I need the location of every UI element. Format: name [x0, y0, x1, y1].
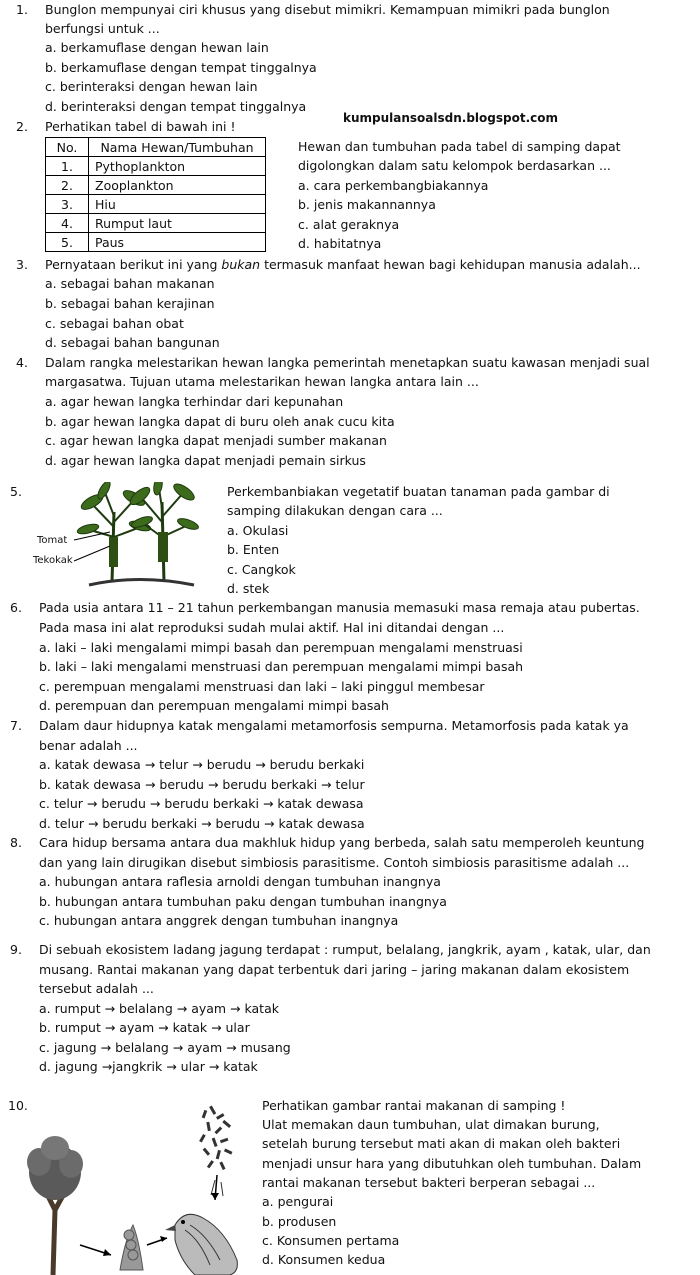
table-row [46, 214, 266, 233]
question-text: Di sebuah ekosistem ladang jagung terdapat : rumput, belalang, jangkrik, ayam , katak, ular, dan [39, 942, 651, 957]
label-tomat: Tomat [37, 535, 68, 546]
question-text: benar adalah ... [39, 738, 138, 753]
answer-option: d. berinteraksi dengan tempat tinggalnya [45, 99, 307, 114]
question-text: Cara hidup bersama antara dua makhluk hidup yang berbeda, salah satu memperoleh keuntung [39, 835, 645, 850]
table-cell: 5. [46, 233, 89, 252]
answer-option: a. berkamuflase dengan hewan lain [45, 40, 269, 55]
answer-option: d. perempuan dan perempuan mengalami mimpi basah [39, 698, 389, 713]
table-row [46, 233, 266, 252]
answer-option: c. Konsumen pertama [262, 1233, 400, 1248]
question-text: tersebut adalah ... [39, 981, 154, 996]
answer-option: c. berinteraksi dengan hewan lain [45, 79, 258, 94]
answer-option: a. Okulasi [227, 523, 289, 538]
answer-option: b. Enten [227, 542, 280, 557]
question-text: musang. Rantai makanan yang dapat terbentuk dari jaring – jaring makanan dalam ekosistem [39, 962, 630, 977]
question-number: 2. [16, 119, 28, 134]
arrow-head [103, 1249, 111, 1256]
text-span: Pernyataan berikut ini yang [45, 257, 222, 272]
question-text: margasatwa. Tujuan utama melestarikan hewan langka antara lain ... [45, 374, 479, 389]
table-cell: Pythoplankton [89, 157, 266, 176]
question-text: Ulat memakan daun tumbuhan, ulat dimakan burung, [262, 1117, 600, 1132]
table-cell: 2. [46, 176, 89, 195]
food-chain-illustration [25, 1100, 260, 1275]
question-text: setelah burung tersebut mati akan di makan oleh bakteri [262, 1136, 621, 1151]
question-number: 5. [10, 484, 22, 499]
answer-option: d. sebagai bahan bangunan [45, 335, 220, 350]
question-number: 1. [16, 2, 28, 17]
answer-option: a. katak dewasa → telur → berudu → berudu berkaki [39, 757, 365, 772]
question-number: 6. [10, 600, 22, 615]
answer-option: b. produsen [262, 1214, 337, 1229]
answer-option: c. Cangkok [227, 562, 296, 577]
watermark: kumpulansoalsdn.blogspot.com [343, 111, 559, 125]
table-row [46, 176, 266, 195]
answer-option: a. sebagai bahan makanan [45, 276, 215, 291]
answer-option: c. agar hewan langka dapat menjadi sumber makanan [45, 433, 387, 448]
text-span: bukan [221, 257, 261, 272]
question-text [45, 257, 641, 272]
question-text: Pada masa ini alat reproduksi sudah mulai aktif. Hal ini ditandai dengan ... [39, 620, 505, 635]
question-number: 9. [10, 942, 22, 957]
table-row [46, 195, 266, 214]
answer-option: a. agar hewan langka terhindar dari kepunahan [45, 394, 344, 409]
answer-option: b. berkamuflase dengan tempat tinggalnya [45, 60, 317, 75]
answer-option: a. rumput → belalang → ayam → katak [39, 1001, 279, 1016]
text-span: termasuk manfaat hewan bagi kehidupan manusia adalah... [260, 257, 641, 272]
question-text: Perhatikan tabel di bawah ini ! [45, 119, 236, 134]
answer-option: d. stek [227, 581, 270, 596]
answer-option: b. agar hewan langka dapat di buru oleh anak cucu kita [45, 414, 395, 429]
question-text: rantai makanan tersebut bakteri berperan sebagai ... [262, 1175, 596, 1190]
question-text: Dalam rangka melestarikan hewan langka pemerintah menetapkan suatu kawasan menjadi sual [45, 355, 650, 370]
table-header: No. [46, 138, 89, 157]
tree-icon [27, 1136, 83, 1275]
answer-option: a. hubungan antara raflesia arnoldi dengan tumbuhan inangnya [39, 874, 441, 889]
table-row [46, 157, 266, 176]
answer-option: b. jenis makannannya [298, 197, 436, 212]
answer-option: c. alat geraknya [298, 217, 400, 232]
table-cell: Hiu [89, 195, 266, 214]
answer-option: a. pengurai [262, 1194, 334, 1209]
answer-option: c. hubungan antara anggrek dengan tumbuhan inangnya [39, 913, 399, 928]
caterpillar-icon [120, 1225, 143, 1270]
answer-option: c. jagung → belalang → ayam → musang [39, 1040, 291, 1055]
question-text: Perhatikan gambar rantai makanan di samping ! [262, 1098, 566, 1113]
question-number: 10. [8, 1098, 28, 1113]
table-cell: Zooplankton [89, 176, 266, 195]
graft-joint [109, 537, 118, 567]
table-cell: 1. [46, 157, 89, 176]
bacteria-icon [199, 1106, 232, 1171]
answer-option: d. Konsumen kedua [262, 1252, 386, 1267]
question-text: Hewan dan tumbuhan pada tabel di samping dapat [298, 139, 621, 154]
question-number: 3. [16, 257, 28, 272]
answer-option: a. laki – laki mengalami mimpi basah dan perempuan mengalami menstruasi [39, 640, 523, 655]
table-cell: Paus [89, 233, 266, 252]
question-number: 7. [10, 718, 22, 733]
question-text: menjadi unsur hara yang dibutuhkan oleh tumbuhan. Dalam [262, 1156, 642, 1171]
question-text: dan yang lain dirugikan disebut simbiosis parasitisme. Contoh simbiosis parasitisme adalah ... [39, 855, 630, 870]
table-cell: Rumput laut [89, 214, 266, 233]
question-number: 4. [16, 355, 28, 370]
answer-option: a. cara perkembangbiakannya [298, 178, 489, 193]
bird-icon [165, 1180, 237, 1275]
question-text: berfungsi untuk ... [45, 21, 160, 36]
graft-joint [158, 532, 168, 562]
answer-option: b. hubungan antara tumbuhan paku dengan tumbuhan inangnya [39, 894, 447, 909]
arrow-head [211, 1193, 219, 1200]
answer-option: c. sebagai bahan obat [45, 316, 184, 331]
table-cell: 3. [46, 195, 89, 214]
answer-option: b. rumput → ayam → katak → ular [39, 1020, 250, 1035]
soil-line [89, 580, 194, 586]
answer-option: b. sebagai bahan kerajinan [45, 296, 215, 311]
question-text: Bunglon mempunyai ciri khusus yang disebut mimikri. Kemampuan mimikri pada bunglon [45, 2, 610, 17]
answer-option: b. laki – laki mengalami menstruasi dan perempuan mengalami mimpi basah [39, 659, 524, 674]
answer-option: d. habitatnya [298, 236, 382, 251]
question-text: digolongkan dalam satu kelompok berdasarkan ... [298, 158, 611, 173]
table-cell: 4. [46, 214, 89, 233]
animal-table [45, 137, 266, 252]
pointer-line [74, 546, 110, 561]
answer-option: d. jagung →jangkrik → ular → katak [39, 1059, 258, 1074]
question-number: 8. [10, 835, 22, 850]
question-text: Dalam daur hidupnya katak mengalami metamorfosis sempurna. Metamorfosis pada katak ya [39, 718, 629, 733]
answer-option: d. agar hewan langka dapat menjadi pemain sirkus [45, 453, 366, 468]
answer-option: c. perempuan mengalami menstruasi dan laki – laki pinggul membesar [39, 679, 485, 694]
question-text: samping dilakukan dengan cara ... [227, 503, 443, 518]
answer-option: c. telur → berudu → berudu berkaki → katak dewasa [39, 796, 364, 811]
table-header: Nama Hewan/Tumbuhan [89, 138, 266, 157]
question-text: Pada usia antara 11 – 21 tahun perkembangan manusia memasuki masa remaja atau pubertas. [39, 600, 640, 615]
answer-option: d. telur → berudu berkaki → berudu → katak dewasa [39, 816, 365, 831]
question-text: Perkembanbiakan vegetatif buatan tanaman pada gambar di [227, 484, 610, 499]
answer-option: b. katak dewasa → berudu → berudu berkaki → telur [39, 777, 365, 792]
label-tekokak: Tekokak [33, 555, 73, 566]
